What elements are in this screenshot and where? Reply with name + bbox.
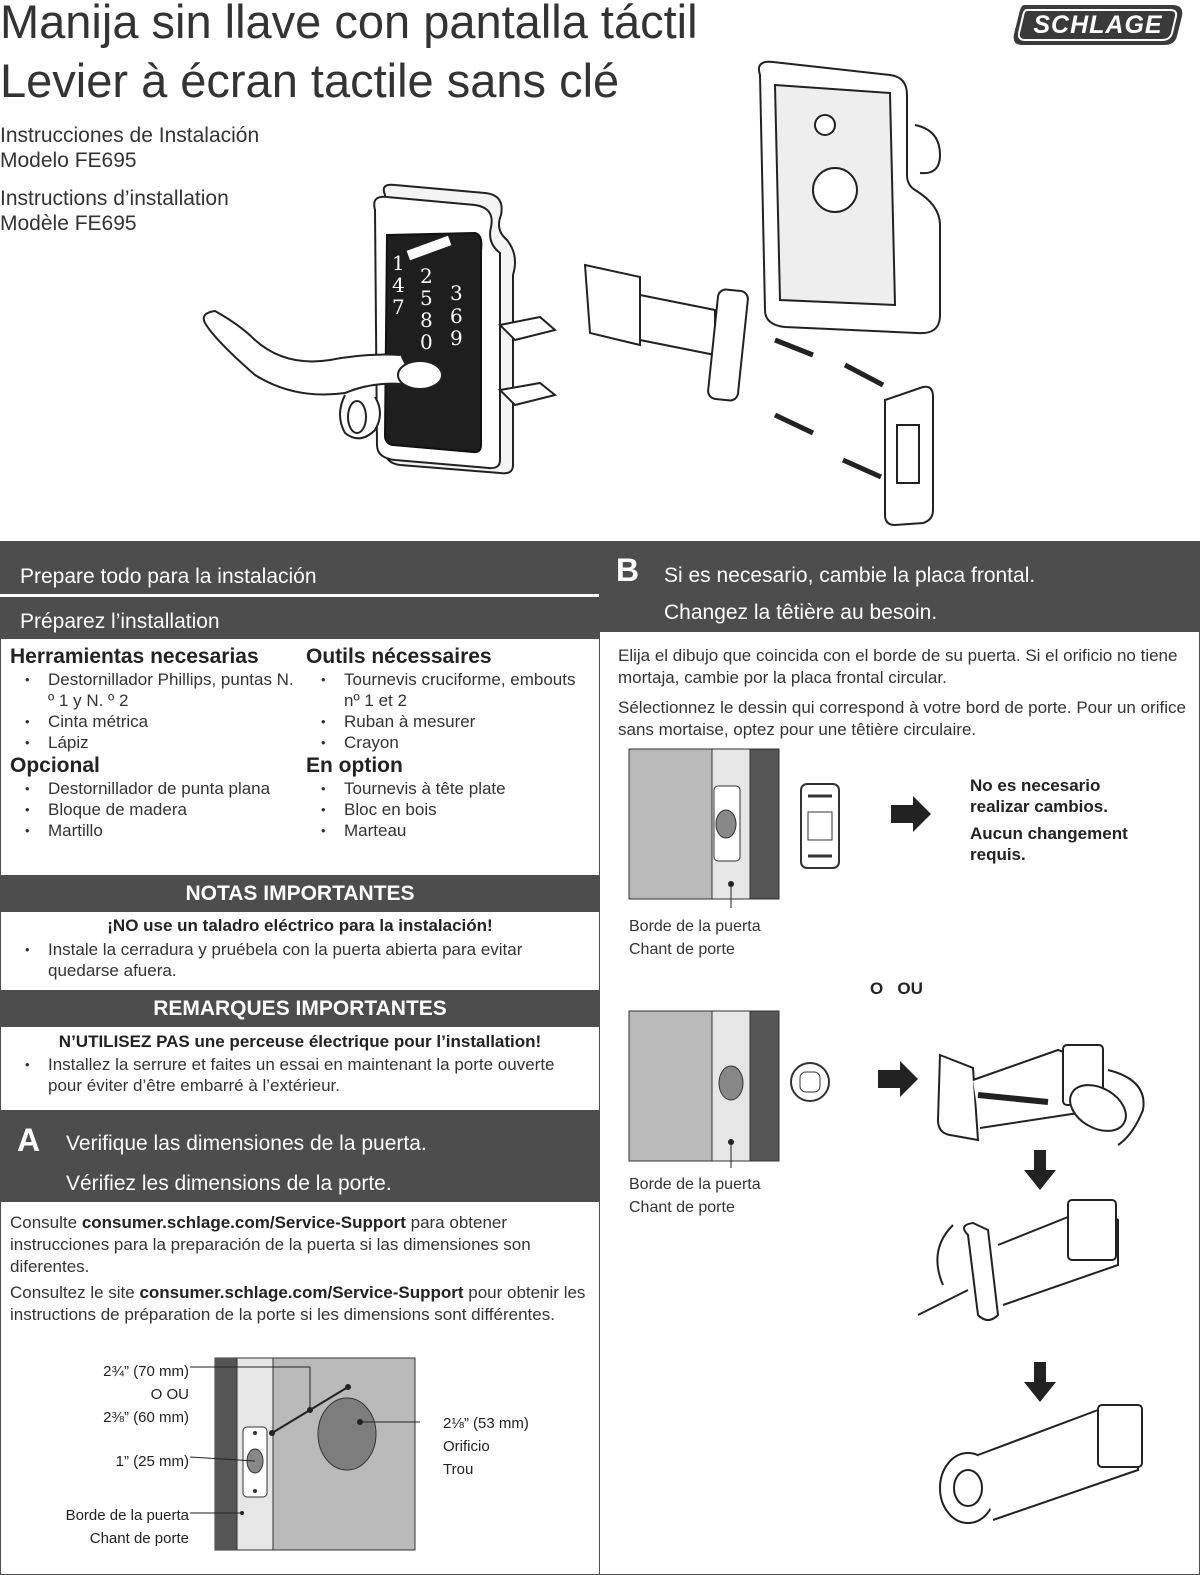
- product-illustration: [195, 55, 955, 530]
- list-item: • Martillo: [10, 820, 295, 841]
- list-item: • Crayon: [306, 732, 591, 753]
- dim-hole: 2⅛” (53 mm): [443, 1415, 529, 1432]
- door-edge-label-es: Borde de la puerta: [65, 1507, 189, 1524]
- step-a-paragraph-es: Consulte consumer.schlage.com/Service-Support para obtener instrucciones para la preparación de la puerta si las dimensiones son diferentes.: [10, 1213, 531, 1276]
- dim-backset-1: 2¾” (70 mm): [103, 1363, 189, 1380]
- step-a-title-es: Verifique las dimensiones de la puerta.: [66, 1132, 427, 1155]
- optional-list-fr: [306, 778, 591, 841]
- subtitle-fr-2: Modèle FE695: [0, 212, 137, 235]
- dim-or: O OU: [150, 1386, 189, 1403]
- dim-hole-fr: Trou: [443, 1461, 474, 1478]
- notes-fr-warning: N’UTILISEZ PAS une perceuse électrique pour l’installation!: [58, 1032, 542, 1051]
- prepare-title-es: Prepare todo para la instalación: [20, 565, 317, 588]
- schlage-logo: SCHLAGE: [1010, 2, 1186, 48]
- or-label: O OU: [870, 979, 923, 998]
- edge-label-fr-1: Chant de porte: [629, 941, 735, 958]
- tools-title-fr: Outils nécessaires: [306, 645, 492, 668]
- svg-text:7: 7: [392, 295, 405, 319]
- svg-text:3: 3: [450, 281, 463, 305]
- list-item: • Destornillador de punta plana: [10, 778, 295, 799]
- svg-text:6: 6: [450, 304, 463, 328]
- subtitle-es-1: Instrucciones de Instalación: [0, 124, 260, 147]
- title-spanish: Manija sin llave con pantalla táctil: [0, 0, 698, 48]
- list-item: • Ruban à mesurer: [306, 711, 591, 732]
- notes-es-warning: ¡NO use un taladro eléctrico para la instalación!: [107, 916, 493, 935]
- list-item: • Destornillador Phillips, puntas N. º 1 y N. º 2: [10, 669, 295, 711]
- step-a-letter: A: [17, 1122, 41, 1158]
- svg-text:1: 1: [392, 251, 405, 275]
- list-item: • Marteau: [306, 820, 591, 841]
- notes-fr-list: [10, 1054, 590, 1096]
- door-edge-round-diagram: [628, 1010, 1188, 1565]
- list-item: • Cinta métrica: [10, 711, 295, 732]
- svg-text:0: 0: [420, 330, 433, 354]
- subtitle-es-2: Modelo FE695: [0, 149, 137, 172]
- tools-column-fr: [306, 645, 591, 841]
- svg-text:2: 2: [420, 264, 433, 288]
- divider: [0, 594, 600, 597]
- optional-title-es: Opcional: [10, 754, 100, 777]
- dim-hole-es: Orificio: [443, 1438, 490, 1455]
- notes-fr-header: REMARQUES IMPORTANTES: [0, 990, 600, 1027]
- door-edge-mortised-diagram: [628, 748, 988, 908]
- list-item: • Tournevis à tête plate: [306, 778, 591, 799]
- edge-label-es-2: Borde de la puerta: [629, 1176, 761, 1193]
- step-b-paragraph-es: Elija el dibujo que coincida con el borde de su puerta. Si el orificio no tiene mortaja, cambie por la placa frontal circular.: [618, 646, 1178, 687]
- list-item: • Bloque de madera: [10, 799, 295, 820]
- svg-text:8: 8: [420, 308, 433, 332]
- optional-title-fr: En option: [306, 754, 403, 777]
- tools-title-es: Herramientas necesarias: [10, 645, 259, 668]
- dim-backset-2: 2⅜” (60 mm): [103, 1409, 189, 1426]
- no-change-message: No es necesario realizar cambios. Aucun changement requis.: [970, 776, 1128, 864]
- edge-label-fr-2: Chant de porte: [629, 1199, 735, 1216]
- list-item: • Instale la cerradura y pruébela con la puerta abierta para evitar quedarse afuera.: [10, 939, 590, 981]
- list-item: • Bloc en bois: [306, 799, 591, 820]
- step-b-title-fr: Changez la têtière au besoin.: [664, 601, 938, 624]
- step-b-title-es: Si es necesario, cambie la placa frontal.: [664, 564, 1036, 587]
- title-french: Levier à écran tactile sans clé: [0, 54, 620, 107]
- prepare-title-fr: Préparez l’installation: [20, 610, 220, 633]
- subtitle-fr-1: Instructions d’installation: [0, 187, 229, 210]
- svg-text:9: 9: [450, 326, 463, 350]
- door-edge-label-fr: Chant de porte: [89, 1530, 189, 1547]
- step-a-paragraph-fr: Consultez le site consumer.schlage.com/Service-Support pour obtenir les instructions de préparation de la porte si les dimensions sont différentes.: [10, 1283, 586, 1324]
- tools-list-fr: [306, 669, 591, 753]
- list-item: • Installez la serrure et faites un essai en maintenant la porte ouverte pour éviter d’être embarré à l’extérieur.: [10, 1054, 590, 1096]
- service-link-fr[interactable]: consumer.schlage.com/Service-Support: [139, 1283, 464, 1302]
- notes-es-header: NOTAS IMPORTANTES: [0, 875, 600, 912]
- list-item: • Lápiz: [10, 732, 295, 753]
- tools-list-es: [10, 669, 295, 753]
- optional-list-es: [10, 778, 295, 841]
- svg-text:5: 5: [420, 286, 433, 310]
- step-b-letter: B: [616, 552, 640, 588]
- door-dimension-diagram: [190, 1355, 420, 1553]
- step-a-title-fr: Vérifiez les dimensions de la porte.: [66, 1172, 392, 1195]
- list-item: • Tournevis cruciforme, embouts nº 1 et 2: [306, 669, 591, 711]
- edge-label-es-1: Borde de la puerta: [629, 918, 761, 935]
- notes-es-list: [10, 939, 590, 981]
- svg-text:4: 4: [392, 273, 405, 297]
- tools-column-es: [10, 645, 295, 841]
- service-link-es[interactable]: consumer.schlage.com/Service-Support: [81, 1213, 406, 1232]
- dim-edge: 1” (25 mm): [115, 1453, 189, 1470]
- step-b-paragraph-fr: Sélectionnez le dessin qui correspond à votre bord de porte. Pour un orifice sans mortaise, optez pour une têtière circulaire.: [618, 698, 1186, 739]
